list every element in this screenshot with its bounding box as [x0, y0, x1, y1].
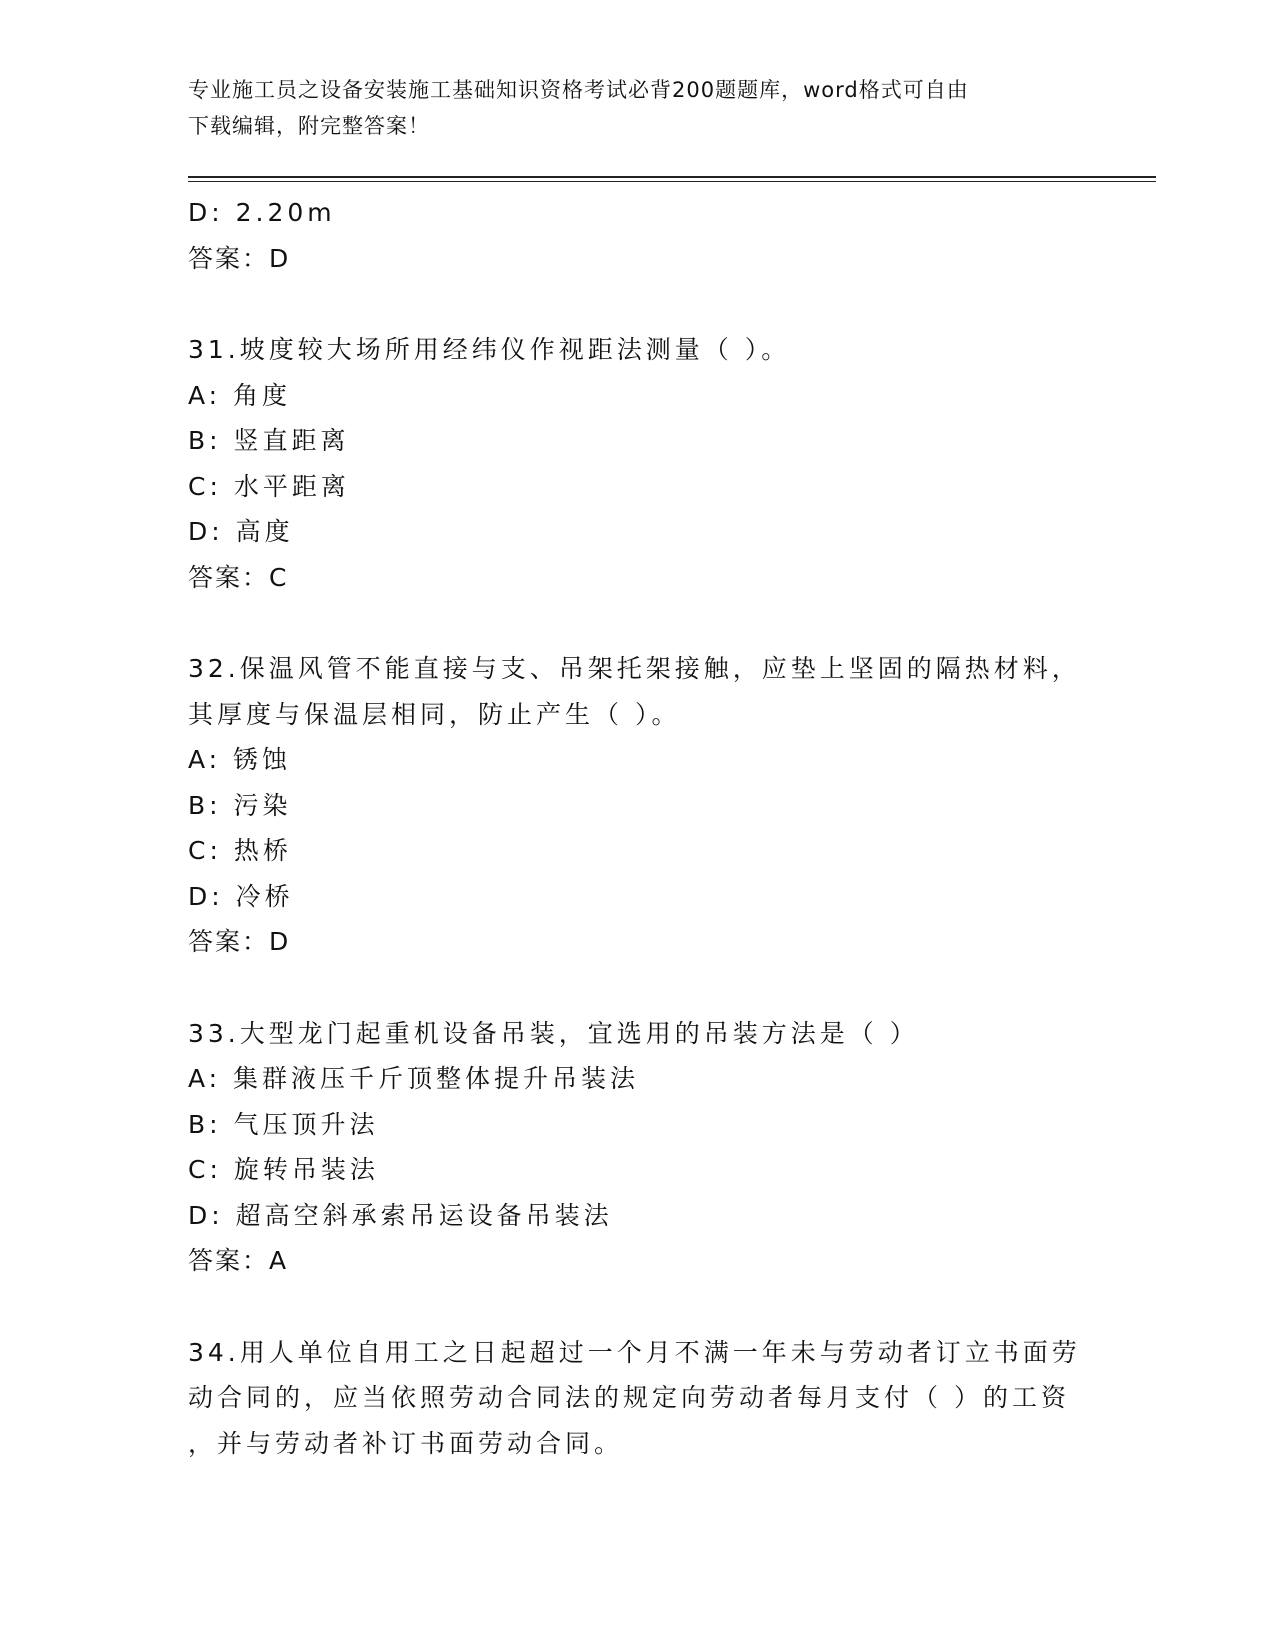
question-stem-continued: 其厚度与保温层相同，防止产生（ ）。: [188, 699, 681, 729]
answer: 答案：C: [188, 562, 289, 592]
question-stem-continued: 动合同的，应当依照劳动合同法的规定向劳动者每月支付（ ）的工资: [188, 1383, 1070, 1412]
option-a: A: 角度: [188, 380, 292, 410]
question-stem: 32.保温风管不能直接与支、吊架托架接触，应垫上坚固的隔热材料，: [188, 654, 1081, 683]
question-32: [188, 646, 1088, 965]
question-content: [188, 190, 1088, 1466]
header-line-1: 专业施工员之设备安装施工基础知识资格考试必背200题题库，word格式可自由: [188, 78, 969, 102]
answer: 答案：A: [188, 1246, 289, 1275]
option-d: D: 冷桥: [188, 881, 294, 911]
option-c: C: 旋转吊装法: [188, 1155, 379, 1184]
document-header: [188, 72, 1088, 144]
question-stem: 33.大型龙门起重机设备吊装，宜选用的吊装方法是（ ）: [188, 1018, 919, 1048]
answer-carry-over: 答案：D: [188, 243, 291, 273]
option-c: C: 热桥: [188, 836, 292, 865]
header-line-2: 下载编辑，附完整答案！: [188, 114, 430, 138]
option-d: D: 超高空斜承索吊运设备吊装法: [188, 1200, 613, 1230]
question-stem: 31.坡度较大场所用经纬仪作视距法测量（ ）。: [188, 335, 791, 364]
option-d: D: 高度: [188, 517, 294, 546]
question-stem: 34.用人单位自用工之日起超过一个月不满一年未与劳动者订立书面劳: [188, 1337, 1081, 1367]
option-b: B: 气压顶升法: [188, 1109, 379, 1139]
option-d-carry-over: D: 2.20m: [188, 198, 336, 227]
header-divider-thick: [188, 176, 1156, 178]
header-divider-thin: [188, 181, 1156, 182]
question-stem-continued: ，并与劳动者补订书面劳动合同。: [188, 1428, 624, 1458]
question-33: [188, 1011, 1088, 1284]
option-a: A: 集群液压千斤顶整体提升吊装法: [188, 1064, 640, 1093]
answer: 答案：D: [188, 927, 291, 956]
question-31: [188, 327, 1088, 600]
question-34: [188, 1330, 1088, 1467]
option-b: B: 竖直距离: [188, 426, 350, 455]
option-a: A: 锈蚀: [188, 745, 292, 774]
option-b: B: 污染: [188, 790, 292, 820]
option-c: C: 水平距离: [188, 471, 350, 501]
